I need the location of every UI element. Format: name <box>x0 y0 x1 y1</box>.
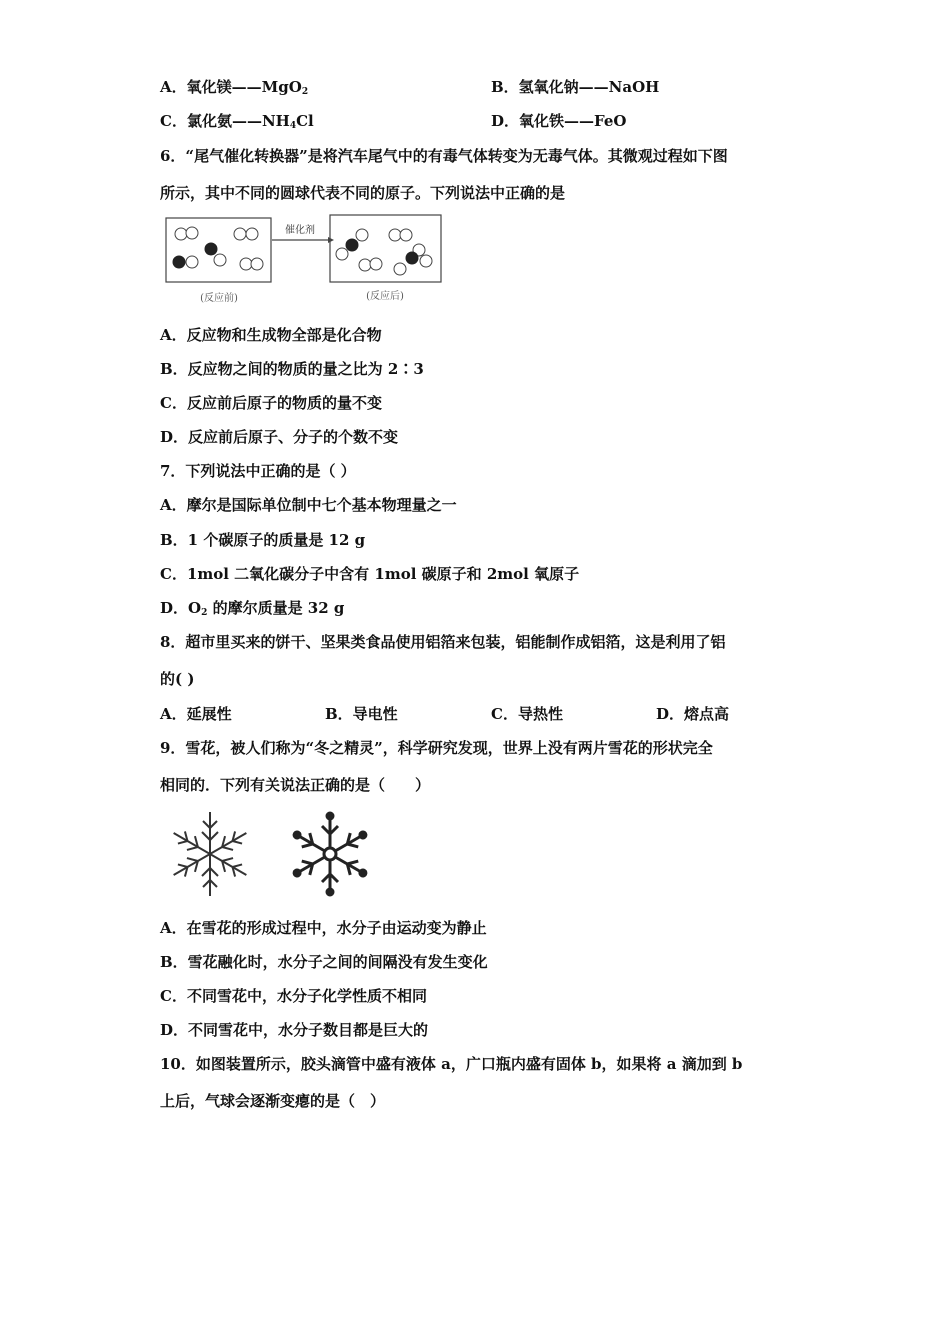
q6-option-b: B．反应物之间的物质的量之比为 2∶3 <box>160 360 424 378</box>
q9-option-a: A．在雪花的形成过程中，水分子由运动变为静止 <box>160 919 487 937</box>
q8-option-c: C．导热性 <box>491 705 563 723</box>
q7-stem: 7．下列说法中正确的是（ ） <box>160 462 356 480</box>
q8-stem-line1: 8．超市里买来的饼干、坚果类食品使用铝箔来包装，铝能制作成铝箔，这是利用了铝 <box>160 633 726 651</box>
q8-option-b: B．导电性 <box>325 705 398 723</box>
q6-option-c: C．反应前后原子的物质的量不变 <box>160 394 382 412</box>
q7-option-d: D．$O_2$ 的摩尔质量是 32 g <box>160 599 345 618</box>
q5-option-a: A．氧化镁——MgO$_2$ <box>160 78 309 97</box>
q9-stem-line2: 相同的．下列有关说法正确的是（ ） <box>160 776 431 794</box>
q10-stem-line2: 上后，气球会逐渐变瘪的是（ ） <box>160 1092 386 1110</box>
q7-option-b: B．1 个碳原子的质量是 12 g <box>160 531 366 549</box>
q9-option-c: C．不同雪花中，水分子化学性质不相同 <box>160 987 427 1005</box>
q7-option-a: A．摩尔是国际单位制中七个基本物理量之一 <box>160 496 457 514</box>
q9-option-b: B．雪花融化时，水分子之间的间隔没有发生变化 <box>160 953 488 971</box>
q8-option-a: A．延展性 <box>160 705 232 723</box>
q8-stem-line2: 的( ) <box>160 670 195 688</box>
q5-option-d: D．氧化铁——FeO <box>491 112 627 130</box>
caption-before: (反应前) <box>200 293 238 304</box>
q9-stem-line1: 9．雪花，被人们称为“冬之精灵”，科学研究发现，世界上没有两片雪花的形状完全 <box>160 739 713 757</box>
arrow-label: 催化剂 <box>285 225 315 236</box>
q5-option-c: C．氯化氨$——NH_4Cl$ <box>160 112 314 131</box>
q10-stem-line1: 10．如图装置所示，胶头滴管中盛有液体 a，广口瓶内盛有固体 b，如果将 a 滴加到 b <box>160 1055 743 1073</box>
q6-stem-line2: 所示，其中不同的圆球代表不同的原子。下列说法中正确的是 <box>160 184 566 202</box>
q5-option-b: B．氢氧化钠——NaOH <box>491 78 660 96</box>
reaction-diagram <box>162 212 447 308</box>
caption-after: (反应后) <box>366 291 404 302</box>
q7-option-c: C．1mol 二氧化碳分子中含有 1mol 碳原子和 2mol 氧原子 <box>160 565 580 583</box>
q8-option-d: D．熔点高 <box>656 705 730 723</box>
snowflake-images <box>160 806 385 902</box>
snowflake-2 <box>290 813 369 895</box>
snowflake-1 <box>170 812 251 896</box>
q6-option-a: A．反应物和生成物全部是化合物 <box>160 326 382 344</box>
q6-stem-line1: 6．“尾气催化转换器”是将汽车尾气中的有毒气体转变为无毒气体。其微观过程如下图 <box>160 147 728 165</box>
q6-option-d: D．反应前后原子、分子的个数不变 <box>160 428 399 446</box>
q9-option-d: D．不同雪花中，水分子数目都是巨大的 <box>160 1021 429 1039</box>
